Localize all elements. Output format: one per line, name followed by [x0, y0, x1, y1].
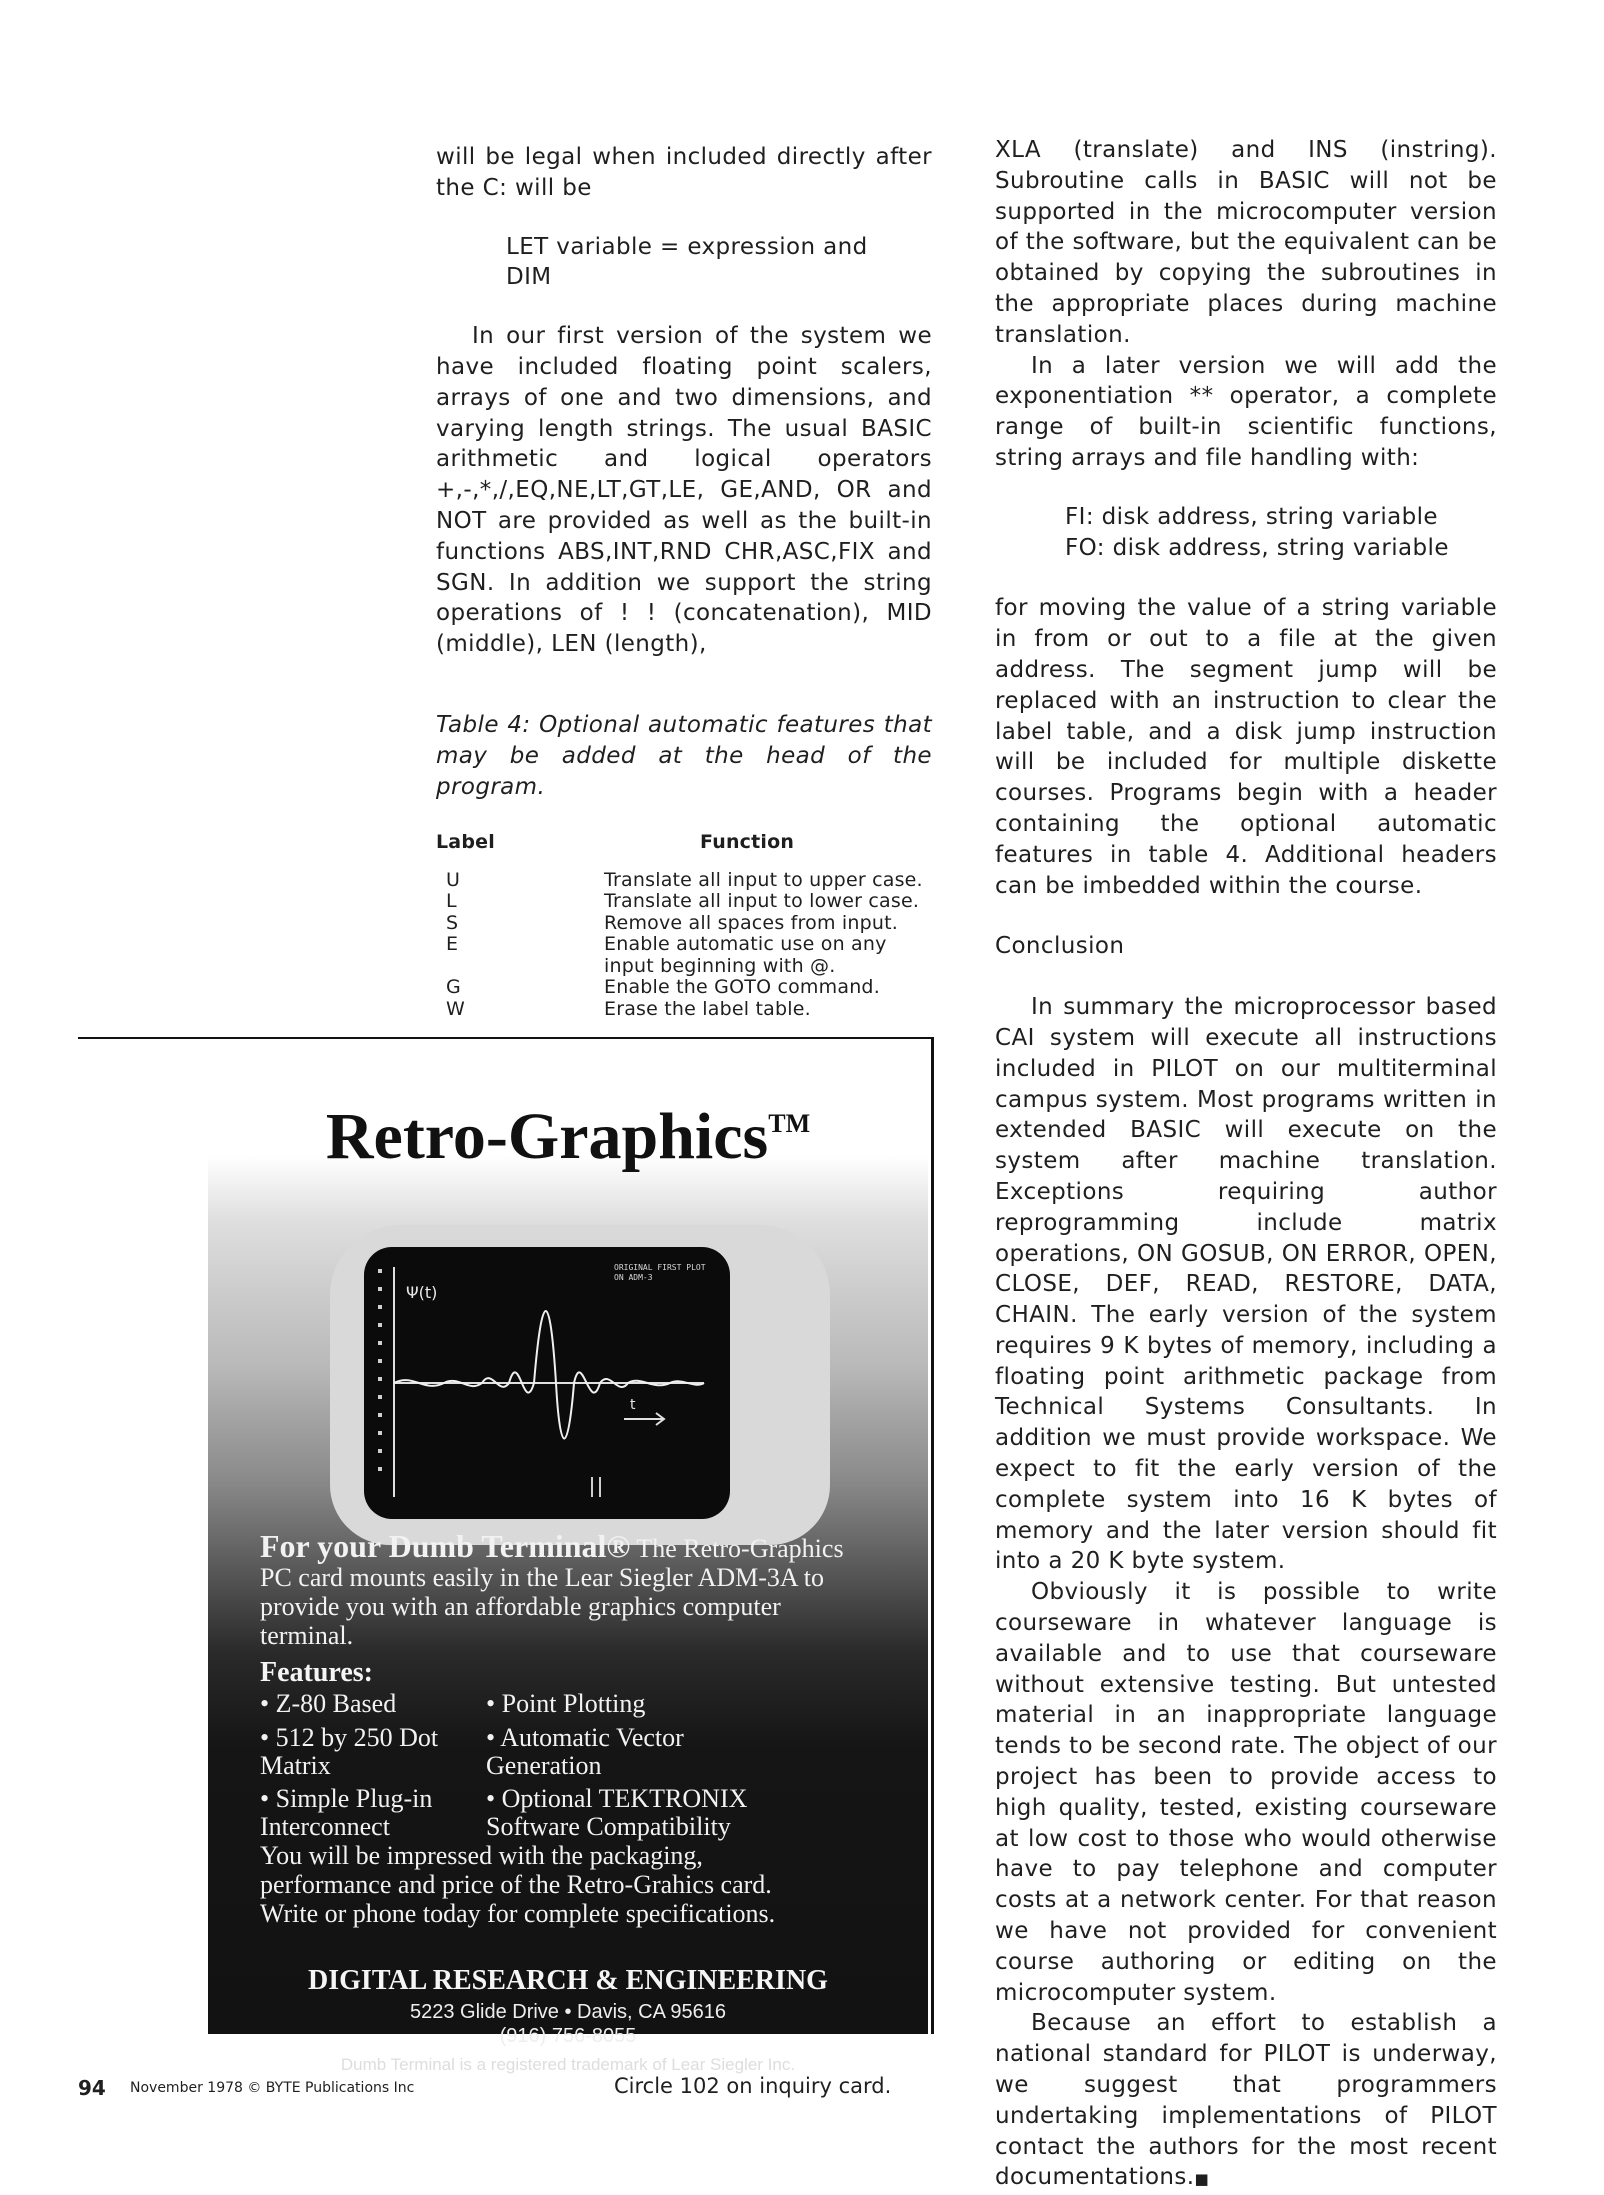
- code-line: LET variable = expression and: [506, 233, 868, 260]
- table-row: [436, 913, 932, 935]
- paragraph: for moving the value of a string variable in from or out to a file at the given address. The segment jump will be replaced with an instruction to clear the label table, and a disk jump instruction will be included for multiple diskette courses. Programs begin with a header containing the optional automatic features in table 4. Additional headers can be imbedded within the course.: [995, 595, 1497, 899]
- row-function: Translate all input to lower case.: [604, 890, 920, 913]
- features-title: Features:: [260, 1657, 373, 1688]
- table-row: [436, 891, 932, 913]
- trademark-mark: TM: [768, 1109, 811, 1138]
- feature-text: Simple Plug-in Interconnect: [260, 1784, 433, 1841]
- left-column: [436, 142, 932, 1020]
- options-table: [436, 832, 932, 1020]
- paragraph: In summary the microprocessor based CAI system will execute all instructions included in PILOT on our multiterminal campus system. Most programs written in extended BASIC will execute on the system after machine translation. Exceptions requiring author reprogramming include matrix operations, ON GOSUB, ON ERROR, OPEN, CLOSE, DEF, READ, RESTORE, DATA, CHAIN. The early version of the system requires 9 K bytes of memory, including a floating point arithmetic package from Technical Systems Consultants. In addition we must provide workspace. We expect to fit the early version of the complete system into 16 K bytes of memory and the later version should fit into a 20 K byte system.: [995, 994, 1497, 1575]
- end-mark: ■: [1194, 2170, 1210, 2189]
- plot-label: Ψ(t): [406, 1283, 438, 1302]
- ad-headline: [260, 1528, 850, 1650]
- feature-text: 512 by 250 Dot Matrix: [260, 1723, 439, 1780]
- ad-title: [208, 1099, 928, 1175]
- row-label: E: [446, 933, 459, 956]
- code-line: DIM: [506, 264, 552, 291]
- table-row: [436, 977, 932, 999]
- row-function: Enable automatic use on any input beginning with @.: [604, 933, 887, 977]
- feature-item: • 512 by 250 Dot Matrix: [260, 1723, 439, 1780]
- table-row: [436, 934, 932, 977]
- company-address: 5223 Glide Drive • Davis, CA 95616: [409, 2001, 727, 2023]
- row-function: Erase the label table.: [604, 997, 811, 1020]
- section-heading: Conclusion: [995, 933, 1125, 960]
- paragraph: XLA (translate) and INS (instring). Subroutine calls in BASIC will not be supported in the microcomputer version of the software, but the equivalent can be obtained by copying the subroutines in the appropriate places during machine translation.: [995, 137, 1497, 348]
- table-caption: Table 4: Optional automatic features that may be added at the head of the program.: [436, 711, 932, 800]
- advertisement-panel: [208, 1079, 928, 2074]
- paragraph-text: Because an effort to establish a national standard for PILOT is underway, we suggest that programmers undertaking implementations of PILOT contact the authors for the most recent documentations.: [995, 2010, 1497, 2191]
- code-line: FI: disk address, string variable: [1065, 503, 1438, 530]
- trademark-note: Dumb Terminal is a registered trademark of Lear Siegler Inc.: [340, 2055, 796, 2074]
- column-header-function: Function: [700, 831, 795, 854]
- row-label: U: [446, 868, 461, 891]
- row-function: Translate all input to upper case.: [604, 868, 923, 891]
- row-function: Enable the GOTO command.: [604, 976, 880, 999]
- row-label: L: [446, 890, 457, 913]
- row-label: S: [446, 911, 459, 934]
- ad-body: You will be impressed with the packaging, performance and price of the Retro-Grahics card. Write or phone today for complete specifications.: [260, 1841, 776, 1928]
- page-number: 94: [78, 2076, 106, 2100]
- code-line: FO: disk address, string variable: [1065, 534, 1449, 561]
- feature-item: • Z-80 Based: [260, 1689, 397, 1718]
- paragraph: In a later version we will add the exponentiation ** operator, a complete range of built-in scientific functions, string arrays and file handling with:: [995, 352, 1497, 471]
- inquiry-card-note: Circle 102 on inquiry card.: [614, 2074, 892, 2098]
- row-label: W: [446, 997, 465, 1020]
- row-label: G: [446, 976, 461, 999]
- terminal-screen: [364, 1247, 730, 1519]
- column-header-label: Label: [436, 831, 495, 854]
- axis-label: t: [630, 1397, 636, 1413]
- feature-text: Z-80 Based: [275, 1689, 397, 1718]
- table-row: [436, 999, 932, 1021]
- screen-caption: ORIGINAL FIRST PLOT ON ADM-3: [614, 1263, 706, 1282]
- ad-headline-bold: For your Dumb Terminal®: [260, 1528, 631, 1564]
- feature-text: Point Plotting: [501, 1689, 646, 1718]
- paragraph: will be legal when included directly after the C: will be: [436, 144, 932, 201]
- feature-item: • Point Plotting: [486, 1689, 646, 1718]
- feature-item: • Simple Plug-in Interconnect: [260, 1784, 433, 1841]
- table-row: [436, 870, 932, 892]
- table-header: [436, 832, 932, 854]
- advertisement: [78, 1037, 934, 2074]
- paragraph: Obviously it is possible to write courseware in whatever language is available and to use that courseware without extensive testing. But untested material in an inappropriate language tends to be second rate. The object of our project has been to provide access to high quality, tested, existing courseware at low cost to those who would otherwise have to pay telephone and computer costs at a network center. For that reason we have not provided for convenient course authoring or editing on the microcomputer system.: [995, 1579, 1497, 2006]
- paragraph: In our first version of the system we have included floating point scalers, arrays of one and two dimensions, and varying length strings. The usual BASIC arithmetic and logical operators +,-,*,/,EQ,NE,LT,GT,LE, GE,AND, OR and NOT are provided as well as the built-in functions ABS,INT,RND CHR,ASC,FIX and SGN. In addition we support the string operations of ! ! (concatenation), MID (middle), LEN (length),: [436, 323, 932, 658]
- ad-brand: Retro-Graphics: [325, 1100, 769, 1173]
- right-column: [995, 135, 1497, 2195]
- feature-text: Optional TEKTRONIX Software Compatibility: [486, 1784, 748, 1841]
- feature-item: • Optional TEKTRONIX Software Compatibility: [486, 1784, 748, 1841]
- footer-date: November 1978 © BYTE Publications Inc: [130, 2080, 415, 2096]
- row-function: Remove all spaces from input.: [604, 911, 899, 934]
- terminal-monitor: [330, 1225, 830, 1545]
- feature-item: • Automatic Vector Generation: [486, 1723, 684, 1780]
- ad-headline-text: The Retro-Graphics PC card mounts easily in the Lear Siegler ADM-3A to provide you with an affordable graphics computer terminal.: [260, 1534, 844, 1650]
- company-name: DIGITAL RESEARCH & ENGINEERING: [308, 1965, 828, 1996]
- feature-text: Automatic Vector Generation: [486, 1723, 684, 1780]
- company-phone: (916) 756-8055: [499, 2025, 637, 2047]
- paragraph: [995, 2008, 1497, 2195]
